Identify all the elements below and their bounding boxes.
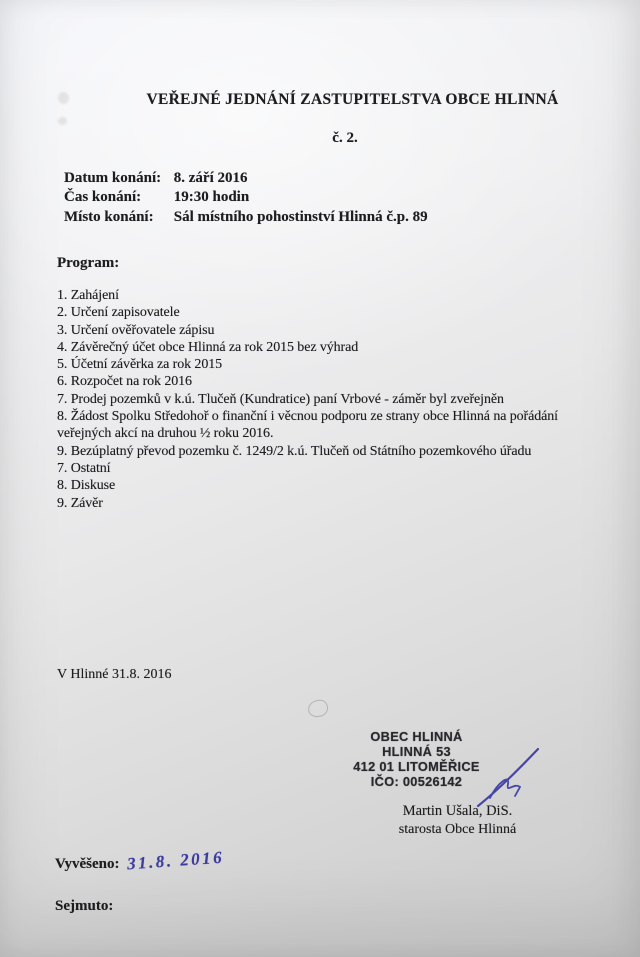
place-and-date: V Hlinné 31.8. 2016 [57,667,172,682]
program-line: 6. Rozpočet na rok 2016 [57,374,192,390]
program-line: 3. Určení ověřovatele zápisu [57,322,215,338]
meta-value-time: 19:30 hodin [173,189,250,206]
program-line: 9. Závěr [57,495,103,511]
meta-label-place: Místo konání: [64,208,154,225]
program-line: 9. Bezúplatný převod pozemku č. 1249/2 k.ú. Tlučeň od Státního pozemkového úřadu [57,443,532,459]
meta-row-place [64,208,428,227]
program-line: 2. Určení zapisovatele [57,305,180,321]
program-list [57,287,558,512]
pen-doodle-circle [306,698,329,719]
stamp-line: 412 01 LITOMĚŘICE [353,759,480,775]
program-line: 4. Závěrečný účet obce Hlinná za rok 2015 bez výhrad [57,339,359,355]
meta-row-time [64,188,428,207]
posted-date-handwritten: 31.8. 2016 [126,847,225,874]
program-line: 8. Žádost Spolku Středohoř o finanční i věcnou podporu ze strany obce Hlinná na pořádání [57,409,558,425]
signer-role: starosta Obce Hlinná [398,822,517,837]
signer-name: Martin Ušala, DiS. [402,803,513,819]
program-line: 5. Účetní závěrka za rok 2015 [57,357,223,373]
meta-row-date [64,169,428,188]
removed-label: Sejmuto: [55,898,114,914]
signature-scribble [468,744,550,812]
program-line: 7. Prodej pozemků v k.ú. Tlučeň (Kundratice) paní Vrbové - záměr byl zveřejněn [57,391,504,407]
paper-smudge [58,117,67,125]
posted-label: Vyvěšeno: [55,856,120,872]
stamp-line: IČO: 00526142 [370,774,463,790]
stamp-line: OBEC HLINNÁ [370,729,463,744]
stamp-line: HLINNÁ 53 [382,744,451,760]
meta-label-date: Datum konání: [64,170,162,186]
meta-value-date: 8. září 2016 [173,170,248,186]
document-title: VEŘEJNÉ JEDNÁNÍ ZASTUPITELSTVA OBCE HLINNÁ [146,91,559,108]
meeting-meta-block [64,169,428,227]
program-line: veřejných akcí na druhou ½ roku 2016. [57,426,274,442]
program-line: 1. Zahájení [57,288,119,303]
meta-value-place: Sál místního pohostinství Hlinná č.p. 89 [173,208,428,225]
document-number: č. 2. [332,130,358,146]
meta-label-time: Čas konání: [64,189,142,206]
program-line: 7. Ostatní [57,460,111,476]
program-line: 8. Diskuse [57,478,116,494]
program-heading: Program: [57,255,120,271]
